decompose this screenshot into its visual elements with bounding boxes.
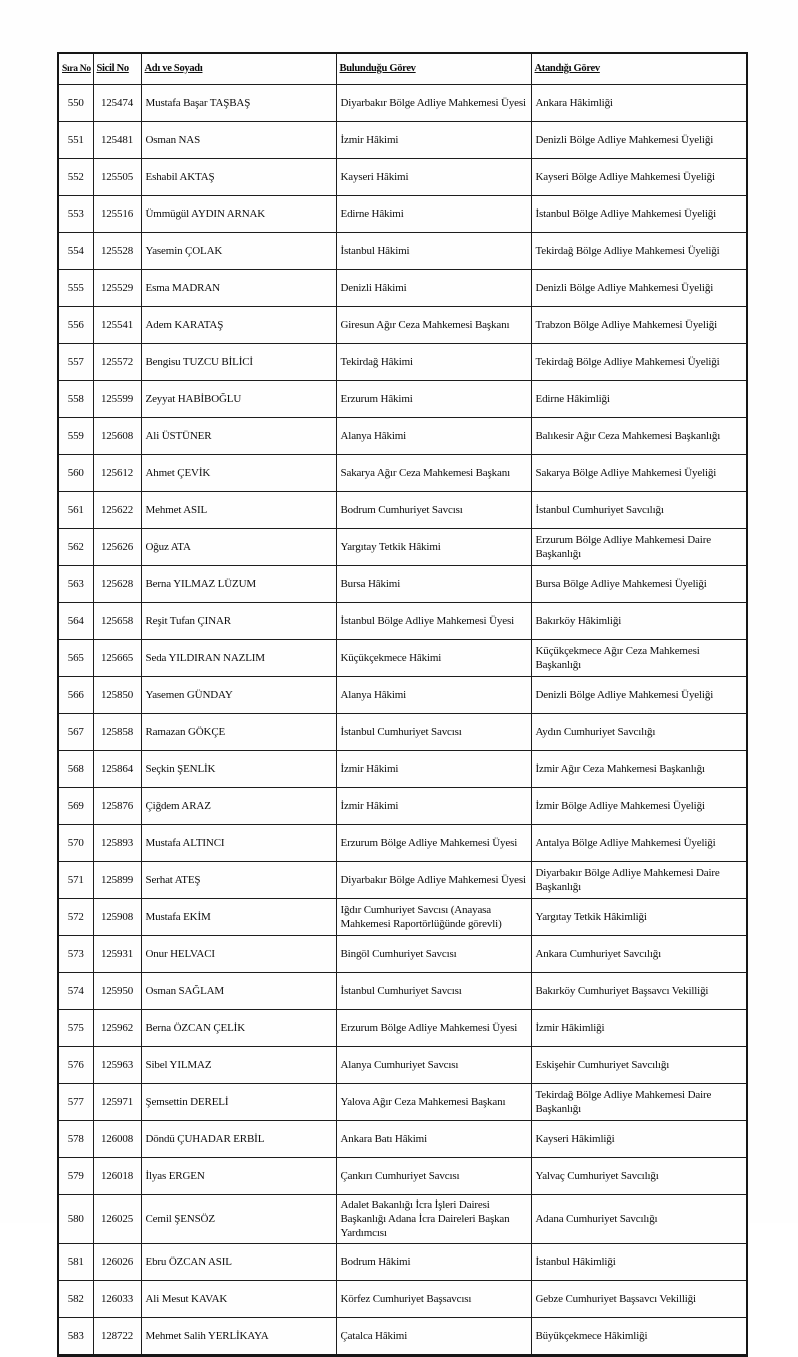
column-header-atandigi-gorev: Atandığı Görev: [531, 53, 747, 85]
cell-sira: 558: [58, 381, 93, 418]
cell-assigned: Kayseri Hâkimliği: [531, 1121, 747, 1158]
cell-sicil: 125516: [93, 196, 141, 233]
cell-name: Döndü ÇUHADAR ERBİL: [141, 1121, 336, 1158]
cell-sira: 571: [58, 862, 93, 899]
cell-assigned: Bakırköy Cumhuriyet Başsavcı Vekilliği: [531, 973, 747, 1010]
table-row: [58, 936, 747, 973]
cell-current: Alanya Hâkimi: [336, 418, 531, 455]
cell-sicil: 126026: [93, 1244, 141, 1281]
cell-sira: 563: [58, 566, 93, 603]
cell-sicil: 125572: [93, 344, 141, 381]
cell-assigned: İzmir Ağır Ceza Mahkemesi Başkanlığı: [531, 751, 747, 788]
table-row: [58, 899, 747, 936]
cell-current: İstanbul Hâkimi: [336, 233, 531, 270]
cell-current: Adalet Bakanlığı İcra İşleri Dairesi Başkanlığı Adana İcra Daireleri Başkan Yardımcısı: [336, 1195, 531, 1244]
cell-assigned: Kayseri Bölge Adliye Mahkemesi Üyeliği: [531, 159, 747, 196]
cell-name: Esma MADRAN: [141, 270, 336, 307]
cell-sicil: 125608: [93, 418, 141, 455]
cell-name: Berna ÖZCAN ÇELİK: [141, 1010, 336, 1047]
cell-name: Eshabil AKTAŞ: [141, 159, 336, 196]
cell-current: Sakarya Ağır Ceza Mahkemesi Başkanı: [336, 455, 531, 492]
cell-current: İzmir Hâkimi: [336, 788, 531, 825]
cell-assigned: Küçükçekmece Ağır Ceza Mahkemesi Başkanlığı: [531, 640, 747, 677]
cell-current: İstanbul Cumhuriyet Savcısı: [336, 973, 531, 1010]
cell-assigned: Balıkesir Ağır Ceza Mahkemesi Başkanlığı: [531, 418, 747, 455]
cell-sira: 560: [58, 455, 93, 492]
cell-name: Osman SAĞLAM: [141, 973, 336, 1010]
cell-assigned: Eskişehir Cumhuriyet Savcılığı: [531, 1047, 747, 1084]
table-row: [58, 344, 747, 381]
cell-assigned: Erzurum Bölge Adliye Mahkemesi Daire Başkanlığı: [531, 529, 747, 566]
table-row: [58, 640, 747, 677]
cell-assigned: Büyükçekmece Hâkimliği: [531, 1318, 747, 1356]
cell-sira: 565: [58, 640, 93, 677]
cell-sicil: 125665: [93, 640, 141, 677]
cell-sira: 551: [58, 122, 93, 159]
cell-assigned: İzmir Hâkimliği: [531, 1010, 747, 1047]
cell-sira: 577: [58, 1084, 93, 1121]
cell-sira: 579: [58, 1158, 93, 1195]
cell-current: Denizli Hâkimi: [336, 270, 531, 307]
table-body: [58, 85, 747, 1356]
cell-current: İstanbul Bölge Adliye Mahkemesi Üyesi: [336, 603, 531, 640]
cell-sira: 556: [58, 307, 93, 344]
header-row: [58, 53, 747, 85]
cell-sicil: 125622: [93, 492, 141, 529]
cell-sicil: 125971: [93, 1084, 141, 1121]
cell-name: Ebru ÖZCAN ASIL: [141, 1244, 336, 1281]
cell-sira: 554: [58, 233, 93, 270]
table-row: [58, 566, 747, 603]
appointments-table: [57, 52, 748, 1357]
cell-name: Reşit Tufan ÇINAR: [141, 603, 336, 640]
cell-name: Ali ÜSTÜNER: [141, 418, 336, 455]
table-row: [58, 418, 747, 455]
cell-assigned: İstanbul Cumhuriyet Savcılığı: [531, 492, 747, 529]
cell-current: Giresun Ağır Ceza Mahkemesi Başkanı: [336, 307, 531, 344]
cell-current: Erzurum Hâkimi: [336, 381, 531, 418]
cell-sira: 582: [58, 1281, 93, 1318]
cell-name: Ahmet ÇEVİK: [141, 455, 336, 492]
cell-current: İzmir Hâkimi: [336, 751, 531, 788]
table-row: [58, 1158, 747, 1195]
cell-sira: 566: [58, 677, 93, 714]
cell-assigned: Sakarya Bölge Adliye Mahkemesi Üyeliği: [531, 455, 747, 492]
cell-current: Edirne Hâkimi: [336, 196, 531, 233]
cell-assigned: Denizli Bölge Adliye Mahkemesi Üyeliği: [531, 677, 747, 714]
cell-sira: 581: [58, 1244, 93, 1281]
cell-sicil: 128722: [93, 1318, 141, 1356]
cell-name: Mustafa ALTINCI: [141, 825, 336, 862]
cell-name: Oğuz ATA: [141, 529, 336, 566]
table-row: [58, 381, 747, 418]
table-row: [58, 1244, 747, 1281]
cell-assigned: Yalvaç Cumhuriyet Savcılığı: [531, 1158, 747, 1195]
cell-name: Mustafa Başar TAŞBAŞ: [141, 85, 336, 122]
cell-assigned: Tekirdağ Bölge Adliye Mahkemesi Daire Başkanlığı: [531, 1084, 747, 1121]
table-row: [58, 751, 747, 788]
table-row: [58, 677, 747, 714]
table-row: [58, 270, 747, 307]
cell-sira: 583: [58, 1318, 93, 1356]
cell-assigned: Bakırköy Hâkimliği: [531, 603, 747, 640]
cell-sira: 574: [58, 973, 93, 1010]
table-row: [58, 1318, 747, 1356]
cell-current: Erzurum Bölge Adliye Mahkemesi Üyesi: [336, 825, 531, 862]
cell-assigned: Tekirdağ Bölge Adliye Mahkemesi Üyeliği: [531, 233, 747, 270]
cell-name: Berna YILMAZ LÜZUM: [141, 566, 336, 603]
table-row: [58, 1010, 747, 1047]
cell-current: Bursa Hâkimi: [336, 566, 531, 603]
cell-sicil: 125908: [93, 899, 141, 936]
cell-name: Adem KARATAŞ: [141, 307, 336, 344]
cell-sicil: 125963: [93, 1047, 141, 1084]
cell-sira: 555: [58, 270, 93, 307]
cell-sicil: 125962: [93, 1010, 141, 1047]
table-row: [58, 714, 747, 751]
cell-sira: 561: [58, 492, 93, 529]
cell-name: Seda YILDIRAN NAZLIM: [141, 640, 336, 677]
table-row: [58, 122, 747, 159]
table-row: [58, 492, 747, 529]
column-header-bulundugu-gorev: Bulunduğu Görev: [336, 53, 531, 85]
cell-sicil: 125505: [93, 159, 141, 196]
cell-sicil: 126033: [93, 1281, 141, 1318]
table-row: [58, 788, 747, 825]
cell-sicil: 125628: [93, 566, 141, 603]
table-row: [58, 307, 747, 344]
cell-name: Bengisu TUZCU BİLİCİ: [141, 344, 336, 381]
cell-sicil: 125541: [93, 307, 141, 344]
column-header-sira-no: Sıra No: [58, 53, 93, 85]
cell-sira: 569: [58, 788, 93, 825]
table-row: [58, 862, 747, 899]
cell-sicil: 125876: [93, 788, 141, 825]
table-row: [58, 159, 747, 196]
column-header-sicil-no: Sicil No: [93, 53, 141, 85]
cell-assigned: Trabzon Bölge Adliye Mahkemesi Üyeliği: [531, 307, 747, 344]
cell-name: Onur HELVACI: [141, 936, 336, 973]
column-header-adi-ve-soyadi: Adı ve Soyadı: [141, 53, 336, 85]
cell-assigned: Tekirdağ Bölge Adliye Mahkemesi Üyeliği: [531, 344, 747, 381]
cell-sicil: 125893: [93, 825, 141, 862]
cell-sira: 575: [58, 1010, 93, 1047]
cell-sicil: 125612: [93, 455, 141, 492]
cell-sira: 550: [58, 85, 93, 122]
cell-current: Yargıtay Tetkik Hâkimi: [336, 529, 531, 566]
cell-assigned: Ankara Cumhuriyet Savcılığı: [531, 936, 747, 973]
cell-current: Alanya Hâkimi: [336, 677, 531, 714]
cell-sicil: 125474: [93, 85, 141, 122]
cell-sicil: 125528: [93, 233, 141, 270]
cell-current: Bodrum Cumhuriyet Savcısı: [336, 492, 531, 529]
cell-sira: 552: [58, 159, 93, 196]
cell-assigned: Denizli Bölge Adliye Mahkemesi Üyeliği: [531, 270, 747, 307]
table-row: [58, 455, 747, 492]
cell-sira: 573: [58, 936, 93, 973]
cell-sira: 567: [58, 714, 93, 751]
cell-sicil: 125599: [93, 381, 141, 418]
cell-current: Küçükçekmece Hâkimi: [336, 640, 531, 677]
cell-assigned: Edirne Hâkimliği: [531, 381, 747, 418]
cell-sicil: 125950: [93, 973, 141, 1010]
cell-sira: 580: [58, 1195, 93, 1244]
cell-sira: 572: [58, 899, 93, 936]
cell-assigned: Diyarbakır Bölge Adliye Mahkemesi Daire Başkanlığı: [531, 862, 747, 899]
cell-current: Diyarbakır Bölge Adliye Mahkemesi Üyesi: [336, 862, 531, 899]
cell-sira: 564: [58, 603, 93, 640]
cell-name: Yasemen GÜNDAY: [141, 677, 336, 714]
cell-sira: 568: [58, 751, 93, 788]
table-row: [58, 1047, 747, 1084]
cell-name: Ümmügül AYDIN ARNAK: [141, 196, 336, 233]
cell-sira: 578: [58, 1121, 93, 1158]
cell-sira: 562: [58, 529, 93, 566]
cell-assigned: Yargıtay Tetkik Hâkimliği: [531, 899, 747, 936]
cell-assigned: İstanbul Bölge Adliye Mahkemesi Üyeliği: [531, 196, 747, 233]
cell-current: Iğdır Cumhuriyet Savcısı (Anayasa Mahkemesi Raportörlüğünde görevli): [336, 899, 531, 936]
cell-current: Yalova Ağır Ceza Mahkemesi Başkanı: [336, 1084, 531, 1121]
cell-current: Kayseri Hâkimi: [336, 159, 531, 196]
table-row: [58, 233, 747, 270]
cell-name: Yasemin ÇOLAK: [141, 233, 336, 270]
table-row: [58, 825, 747, 862]
cell-sira: 570: [58, 825, 93, 862]
cell-sira: 557: [58, 344, 93, 381]
cell-name: Osman NAS: [141, 122, 336, 159]
cell-assigned: Denizli Bölge Adliye Mahkemesi Üyeliği: [531, 122, 747, 159]
cell-sira: 553: [58, 196, 93, 233]
cell-current: İzmir Hâkimi: [336, 122, 531, 159]
cell-current: Erzurum Bölge Adliye Mahkemesi Üyesi: [336, 1010, 531, 1047]
cell-sicil: 125864: [93, 751, 141, 788]
cell-sicil: 125858: [93, 714, 141, 751]
cell-current: İstanbul Cumhuriyet Savcısı: [336, 714, 531, 751]
cell-current: Bingöl Cumhuriyet Savcısı: [336, 936, 531, 973]
table-row: [58, 1121, 747, 1158]
table-row: [58, 603, 747, 640]
cell-name: Zeyyat HABİBOĞLU: [141, 381, 336, 418]
cell-name: Ramazan GÖKÇE: [141, 714, 336, 751]
cell-current: Çatalca Hâkimi: [336, 1318, 531, 1356]
cell-name: Çiğdem ARAZ: [141, 788, 336, 825]
cell-current: Alanya Cumhuriyet Savcısı: [336, 1047, 531, 1084]
cell-assigned: Bursa Bölge Adliye Mahkemesi Üyeliği: [531, 566, 747, 603]
table-row: [58, 1084, 747, 1121]
cell-sicil: 125850: [93, 677, 141, 714]
table-row: [58, 85, 747, 122]
cell-assigned: Ankara Hâkimliği: [531, 85, 747, 122]
cell-current: Çankırı Cumhuriyet Savcısı: [336, 1158, 531, 1195]
cell-name: Mehmet ASIL: [141, 492, 336, 529]
table-header: [58, 53, 747, 85]
cell-sicil: 126018: [93, 1158, 141, 1195]
table-row: [58, 1281, 747, 1318]
cell-name: Şemsettin DERELİ: [141, 1084, 336, 1121]
cell-sicil: 125931: [93, 936, 141, 973]
cell-name: Sibel YILMAZ: [141, 1047, 336, 1084]
cell-sicil: 125481: [93, 122, 141, 159]
cell-name: Mustafa EKİM: [141, 899, 336, 936]
cell-name: İlyas ERGEN: [141, 1158, 336, 1195]
table-row: [58, 196, 747, 233]
cell-sicil: 125529: [93, 270, 141, 307]
cell-sicil: 126008: [93, 1121, 141, 1158]
cell-name: Ali Mesut KAVAK: [141, 1281, 336, 1318]
table-row: [58, 973, 747, 1010]
cell-assigned: İstanbul Hâkimliği: [531, 1244, 747, 1281]
cell-name: Serhat ATEŞ: [141, 862, 336, 899]
cell-sicil: 125899: [93, 862, 141, 899]
cell-assigned: Antalya Bölge Adliye Mahkemesi Üyeliği: [531, 825, 747, 862]
cell-name: Cemil ŞENSÖZ: [141, 1195, 336, 1244]
cell-sira: 559: [58, 418, 93, 455]
cell-sicil: 125658: [93, 603, 141, 640]
cell-assigned: Gebze Cumhuriyet Başsavcı Vekilliği: [531, 1281, 747, 1318]
table-row: [58, 1195, 747, 1244]
cell-current: Diyarbakır Bölge Adliye Mahkemesi Üyesi: [336, 85, 531, 122]
cell-name: Mehmet Salih YERLİKAYA: [141, 1318, 336, 1356]
cell-current: Körfez Cumhuriyet Başsavcısı: [336, 1281, 531, 1318]
cell-assigned: Adana Cumhuriyet Savcılığı: [531, 1195, 747, 1244]
cell-sicil: 125626: [93, 529, 141, 566]
cell-sira: 576: [58, 1047, 93, 1084]
cell-sicil: 126025: [93, 1195, 141, 1244]
cell-assigned: Aydın Cumhuriyet Savcılığı: [531, 714, 747, 751]
cell-current: Ankara Batı Hâkimi: [336, 1121, 531, 1158]
cell-assigned: İzmir Bölge Adliye Mahkemesi Üyeliği: [531, 788, 747, 825]
table-row: [58, 529, 747, 566]
cell-current: Bodrum Hâkimi: [336, 1244, 531, 1281]
cell-name: Seçkin ŞENLİK: [141, 751, 336, 788]
cell-current: Tekirdağ Hâkimi: [336, 344, 531, 381]
